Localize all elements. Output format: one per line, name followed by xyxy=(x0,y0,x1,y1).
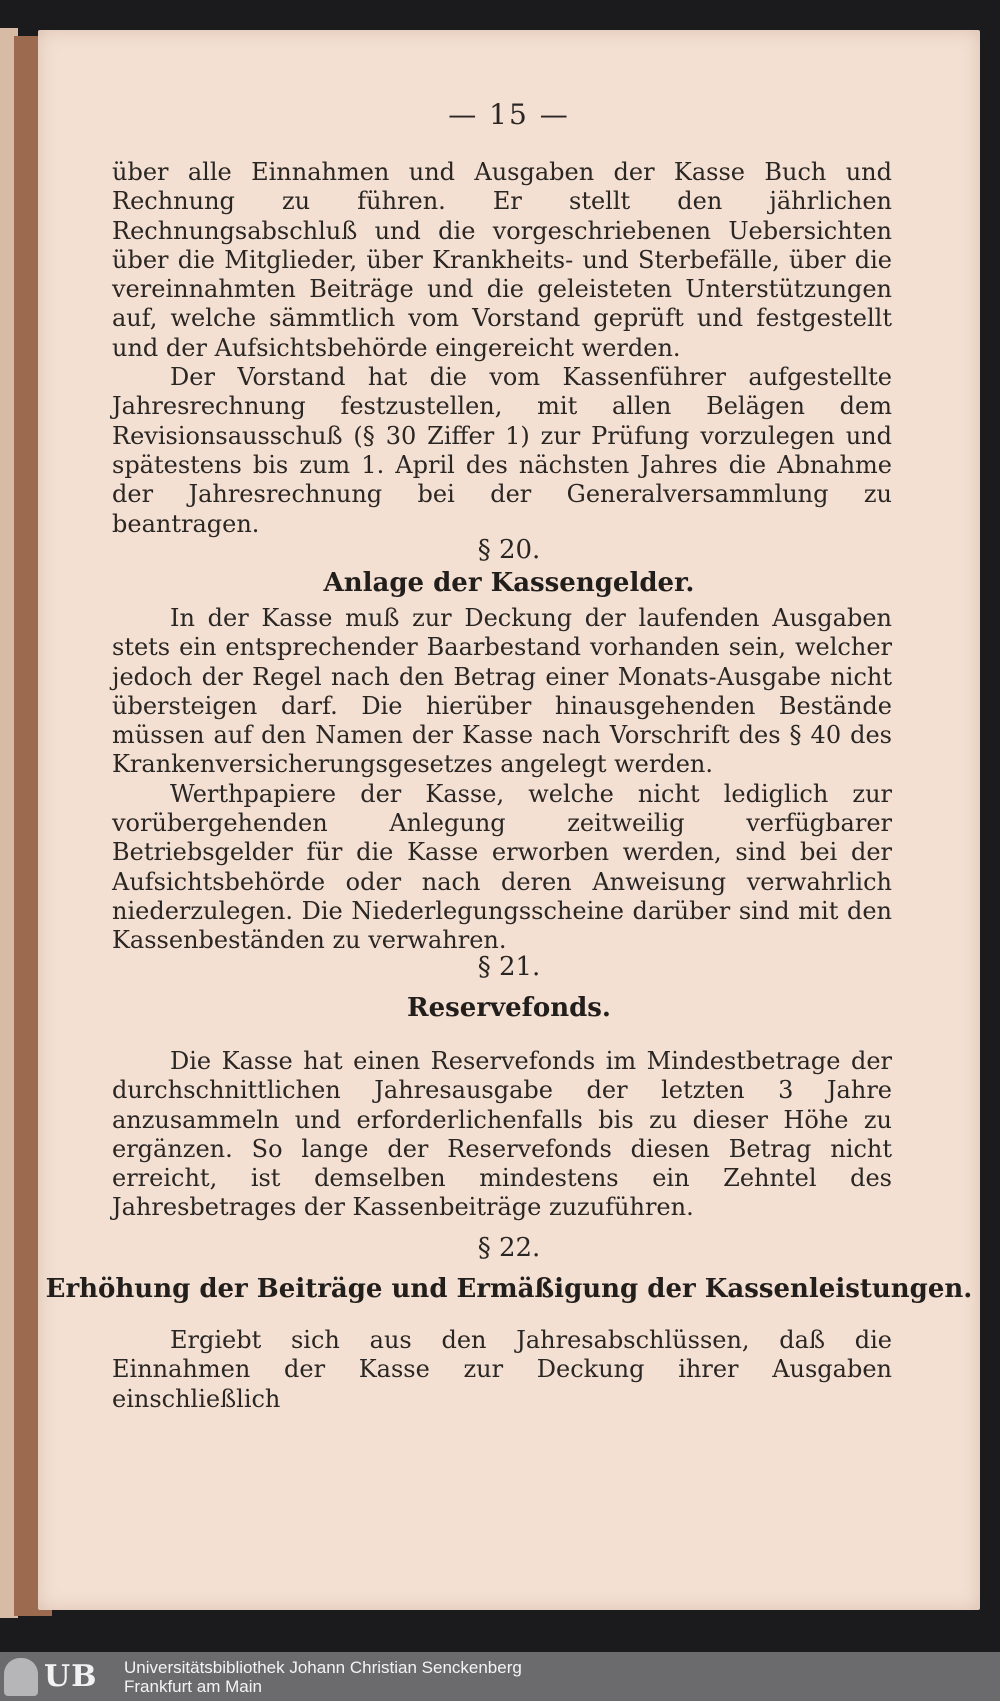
paragraph-continuation: über alle Einnahmen und Ausgaben der Kasse Buch und Rechnung zu führen. Er stellt den jährlichen Rechnungsabschluß und die vorgeschriebenen Uebersichten über die Mitglieder, über Krankheits- und Sterbefälle, über die vereinnahmten Beiträge und die geleisteten Unterstützungen auf, welche sämmtlich vom Vorstand geprüft und festgestellt und der Aufsichtsbehörde eingereicht werden. xyxy=(112,158,892,362)
section-21-title: Reservefonds. xyxy=(407,993,611,1023)
section-22-title: Erhöhung der Beiträge und Ermäßigung der Kassenleistungen. xyxy=(45,1274,973,1304)
section-21-number: § 21. xyxy=(477,952,541,982)
section-20-title: Anlage der Kassengelder. xyxy=(323,568,695,598)
scanned-page xyxy=(38,30,980,1610)
section-20-number: § 20. xyxy=(477,535,541,565)
page-number: — 15 — xyxy=(448,98,570,131)
library-footer-bar xyxy=(0,1652,1000,1701)
ub-logo-text: UB xyxy=(44,1659,98,1694)
section-20-paragraph: Werthpapiere der Kasse, welche nicht lediglich zur vorübergehenden Anlegung zeitweilig verfügbarer Betriebsgelder für die Kasse erworben werden, sind bei der Aufsichtsbehörde oder nach deren Anweisung verwahrlich niederzulegen. Die Niederlegungsscheine darüber sind mit den Kassenbeständen zu verwahren. xyxy=(112,779,892,955)
section-20-text xyxy=(112,604,892,956)
paragraph-vorstand: Der Vorstand hat die vom Kassenführer aufgestellte Jahresrechnung festzustellen, mit allen Belägen dem Revisionsausschuß (§ 30 Ziffer 1) zur Prüfung vorzulegen und spätestens bis zum 1. April des nächsten Jahres die Abnahme der Jahresrechnung bei der Generalversammlung zu beantragen. xyxy=(112,363,892,538)
section-22-number: § 22. xyxy=(477,1233,541,1263)
section-22-paragraph: Ergiebt sich aus den Jahresabschlüssen, daß die Einnahmen der Kasse zur Deckung ihrer Ausgaben einschließlich xyxy=(112,1326,892,1413)
section-21-text xyxy=(112,1047,892,1223)
library-name-line-1: Universitätsbibliothek Johann Christian Senckenberg xyxy=(124,1658,522,1677)
ub-logo[interactable] xyxy=(4,1656,116,1697)
top-text-block xyxy=(112,158,892,539)
library-name-line-2: Frankfurt am Main xyxy=(124,1677,262,1696)
library-name xyxy=(124,1658,522,1696)
section-22-text xyxy=(112,1326,892,1414)
section-20-paragraph: In der Kasse muß zur Deckung der laufenden Ausgaben stets ein entsprechender Baarbestand vorhanden sein, welcher jedoch der Regel nach den Betrag einer Monats-Ausgabe nicht übersteigen darf. Die hierüber hinausgehenden Bestände müssen auf den Namen der Kasse nach Vorschrift des § 40 des Krankenversicherungsgesetzes angelegt werden. xyxy=(112,604,892,779)
senckenberg-bust-icon xyxy=(4,1658,38,1696)
section-21-paragraph: Die Kasse hat einen Reservefonds im Mindestbetrage der durchschnittlichen Jahresausgabe der letzten 3 Jahre anzusammeln und erforderlichenfalls bis zu dieser Höhe zu ergänzen. So lange der Reservefonds diesen Betrag nicht erreicht, ist demselben mindestens ein Zehntel des Jahresbetrages der Kassenbeiträge zuzuführen. xyxy=(112,1047,892,1222)
